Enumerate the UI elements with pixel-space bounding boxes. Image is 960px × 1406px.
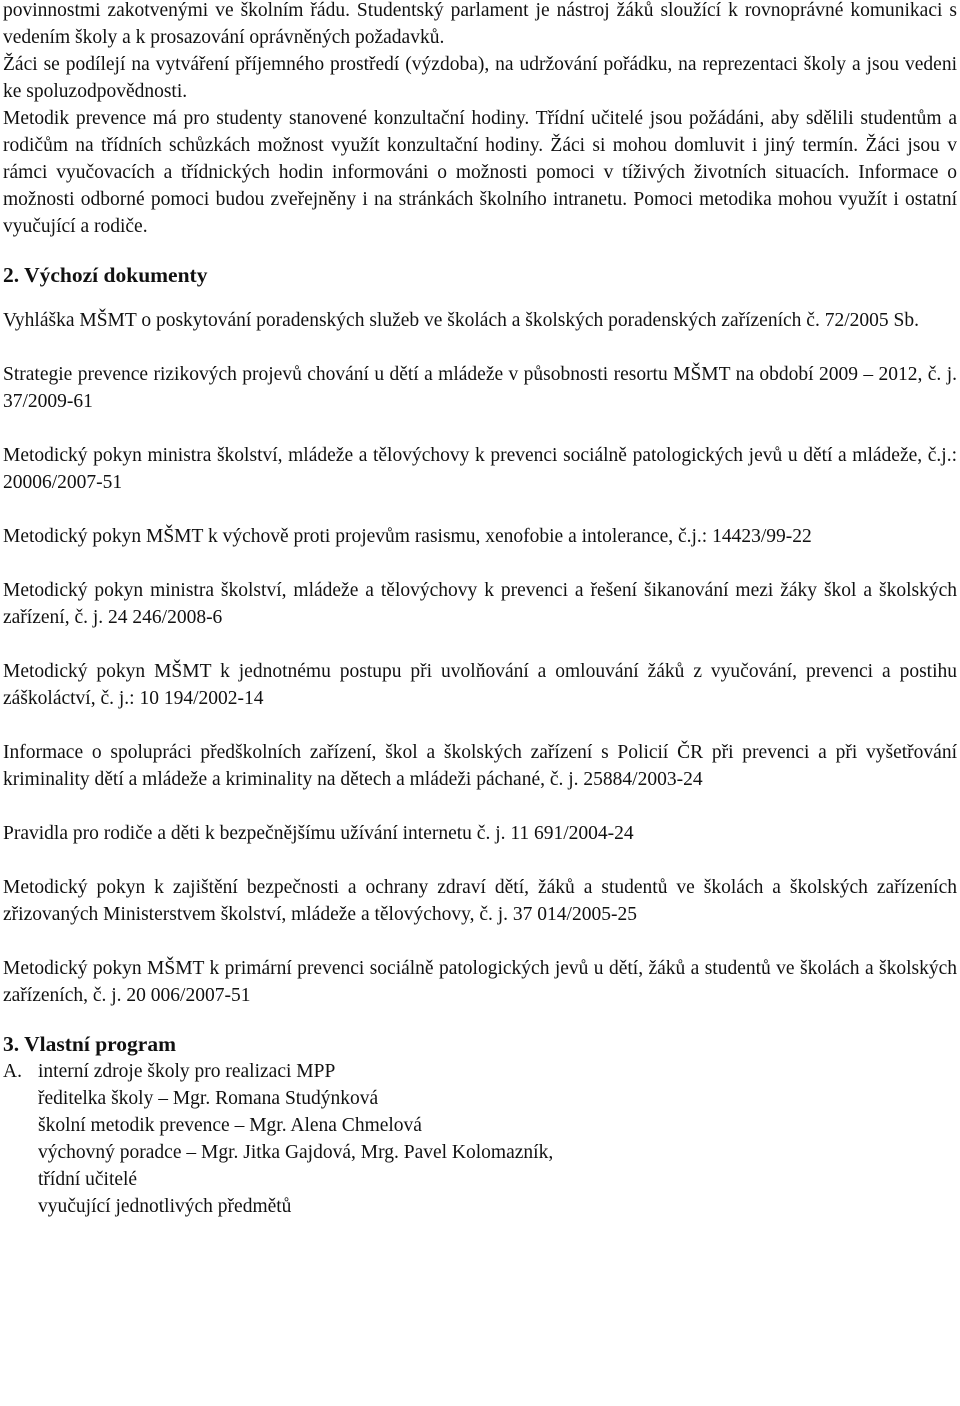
intro-paragraph-2: Žáci se podílejí na vytváření příjemného prostředí (výzdoba), na udržování pořádku, na reprezentaci školy a jsou vedeni ke spoluzodpovědnosti. [3,54,957,102]
resource-list [3,1085,957,1220]
document-item-3: Metodický pokyn ministra školství, mládeže a tělovýchovy k prevenci sociálně patologických jevů u dětí a mládeže, č.j.: 20006/2007-51 [3,445,957,493]
resource-list-header [3,1058,957,1085]
list-item: výchovný poradce – Mgr. Jitka Gajdová, Mrg. Pavel Kolomazník, [38,1142,554,1163]
document-item-5: Metodický pokyn ministra školství, mládeže a tělovýchovy k prevenci a řešení šikanování mezi žáky škol a školských zařízení, č. j. 24 246/2008-6 [3,580,957,628]
list-item: vyučující jednotlivých předmětů [38,1196,292,1217]
intro-paragraph-1: povinnostmi zakotvenými ve školním řádu. Studentský parlament je nástroj žáků sloužící k rovnoprávné komunikaci s vedením školy a k prosazování oprávněných požadavků. [3,0,957,48]
document-item-6: Metodický pokyn MŠMT k jednotnému postupu při uvolňování a omlouvání žáků z vyučování, prevenci a postihu záškoláctví, č. j.: 10 194/2002-14 [3,661,957,709]
document-item-4: Metodický pokyn MŠMT k výchově proti projevům rasismu, xenofobie a intolerance, č.j.: 14423/99-22 [3,526,812,547]
list-item: školní metodik prevence – Mgr. Alena Chmelová [38,1115,422,1136]
intro-paragraph-3: Metodik prevence má pro studenty stanovené konzultační hodiny. Třídní učitelé jsou požádáni, aby sdělili studentům a rodičům na třídních schůzkách možnost využít konzultační hodiny. Žáci si mohou domluvit i jiný termín. Žáci jsou v rámci vyučovacích a třídnických hodin informováni o možnosti pomoci v tíživých životních situacích. Informace o možnosti odborné pomoci budou zveřejněny i na stránkách školního intranetu. Pomoci metodika mohou využít i ostatní vyučující a rodiče. [3,108,957,237]
document-item-1: Vyhláška MŠMT o poskytování poradenských služeb ve školách a školských poradenských zařízeních č. 72/2005 Sb. [3,310,919,331]
document-item-2: Strategie prevence rizikových projevů chování u dětí a mládeže v působnosti resortu MŠMT na období 2009 – 2012, č. j. 37/2009-61 [3,364,957,412]
list-title: interní zdroje školy pro realizaci MPP [38,1061,336,1082]
document-page [3,0,957,1220]
list-item: třídní učitelé [38,1169,138,1190]
section-3-heading: 3. Vlastní program [3,1032,177,1056]
list-letter: A. [3,1061,22,1082]
list-item: ředitelka školy – Mgr. Romana Studýnková [38,1088,379,1109]
document-item-7: Informace o spolupráci předškolních zařízení, škol a školských zařízení s Policií ČR při prevenci a při vyšetřování kriminality dětí a mládeže a kriminality na dětech a mládeži páchané, č. j. 25884/2003-24 [3,742,957,790]
document-item-8: Pravidla pro rodiče a děti k bezpečnějšímu užívání internetu č. j. 11 691/2004-24 [3,823,634,844]
document-item-9: Metodický pokyn k zajištění bezpečnosti a ochrany zdraví dětí, žáků a studentů ve školách a školských zařízeních zřizovaných Ministerstvem školství, mládeže a tělovýchovy, č. j. 37 014/2005-25 [3,877,957,925]
document-item-10: Metodický pokyn MŠMT k primární prevenci sociálně patologických jevů u dětí, žáků a studentů ve školách a školských zařízeních, č. j. 20 006/2007-51 [3,958,957,1006]
section-2-heading: 2. Výchozí dokumenty [3,263,208,287]
